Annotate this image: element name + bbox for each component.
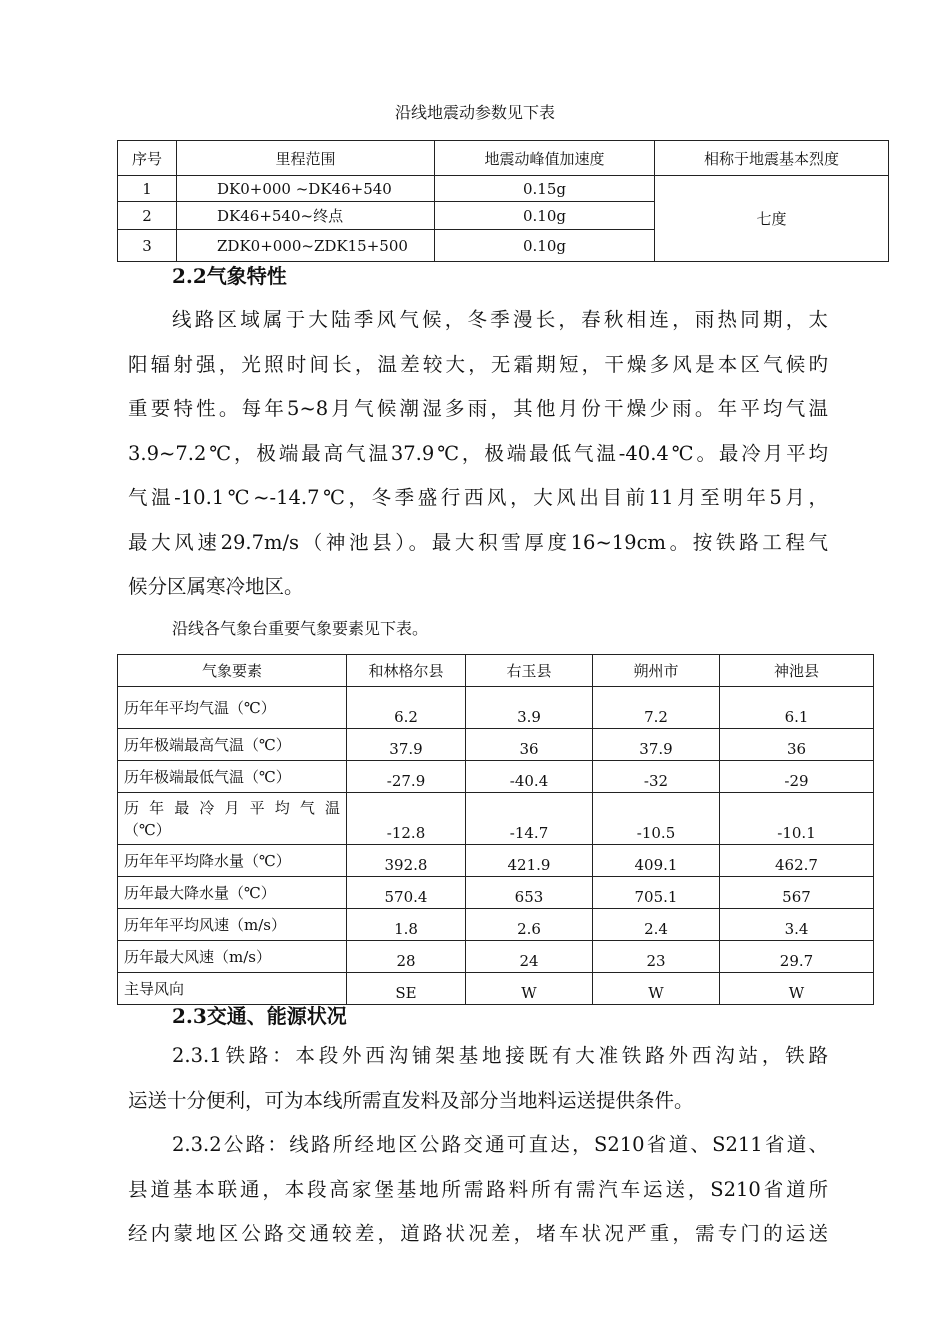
- section-2-2-heading: 2.2气象特性: [172, 264, 287, 288]
- value-cell: 392.8: [347, 845, 466, 877]
- value-cell: 705.1: [593, 877, 720, 909]
- table-row: [118, 687, 874, 729]
- paragraph-line: 阳辐射强，光照时间长，温差较大，无霜期短，干燥多风是本区气候旳: [128, 352, 828, 376]
- paragraph-line: 最大风速29.7m/s（神池县）。最大积雪厚度16~19cm。按铁路工程气: [128, 530, 828, 554]
- value-cell: 567: [720, 877, 874, 909]
- element-name: 历年最大降水量（℃）: [118, 877, 347, 909]
- row-range: ZDK0+000~ZDK15+500: [177, 230, 435, 262]
- highway-paragraph: [128, 1123, 828, 1257]
- value-cell: W: [593, 973, 720, 1005]
- paragraph-line: 县道基本联通，本段高家堡基地所需路料所有需汽车运送，S210省道所: [128, 1177, 828, 1201]
- row-range: DK46+540~终点: [177, 202, 435, 230]
- paragraph-line: 经内蒙地区公路交通较差，道路状况差，堵车状况严重，需专门的运送: [128, 1222, 828, 1245]
- element-name: 历年年平均风速（m/s）: [118, 909, 347, 941]
- value-cell: -14.7: [466, 793, 593, 845]
- header-element: 气象要素: [118, 655, 347, 687]
- header-station: 朔州市: [593, 655, 720, 687]
- table-row: [118, 909, 874, 941]
- value-cell: -27.9: [347, 761, 466, 793]
- element-name: 主导风向: [118, 973, 347, 1005]
- weather-header-row: [118, 655, 874, 687]
- table-row: [118, 729, 874, 761]
- climate-paragraph: [128, 298, 828, 610]
- section-2-3-heading: 2.3交通、能源状况: [172, 1004, 347, 1028]
- intensity-cell: 七度: [655, 176, 889, 262]
- header-accel: 地震动峰值加速度: [435, 141, 655, 176]
- value-cell: W: [466, 973, 593, 1005]
- value-cell: 3.9: [466, 687, 593, 729]
- element-name-line: （℃）: [124, 820, 171, 839]
- element-name: 历年极端最低气温（℃）: [118, 761, 347, 793]
- value-cell: 37.9: [347, 729, 466, 761]
- seismic-table: [117, 140, 889, 262]
- paragraph-line: 2.3.2公路：线路所经地区公路交通可直达，S210省道、S211省道、: [172, 1133, 828, 1156]
- element-name: [118, 793, 347, 845]
- value-cell: 6.2: [347, 687, 466, 729]
- value-cell: 29.7: [720, 941, 874, 973]
- header-station: 神池县: [720, 655, 874, 687]
- table-row: [118, 845, 874, 877]
- row-no: 1: [118, 176, 177, 202]
- value-cell: 570.4: [347, 877, 466, 909]
- value-cell: 28: [347, 941, 466, 973]
- header-station: 和林格尔县: [347, 655, 466, 687]
- row-no: 3: [118, 230, 177, 262]
- value-cell: SE: [347, 973, 466, 1005]
- paragraph-line: 线路区域属于大陆季风气候，冬季漫长，春秋相连，雨热同期，太: [172, 308, 828, 331]
- value-cell: -12.8: [347, 793, 466, 845]
- value-cell: 37.9: [593, 729, 720, 761]
- table-row: [118, 877, 874, 909]
- weather-table: [117, 654, 874, 1005]
- element-name: 历年最大风速（m/s）: [118, 941, 347, 973]
- row-accel: 0.10g: [435, 202, 655, 230]
- paragraph-line: 运送十分便利，可为本线所需直发料及部分当地料运送提供条件。: [128, 1088, 694, 1112]
- value-cell: 36: [466, 729, 593, 761]
- table-row: [118, 176, 889, 202]
- table-row: [118, 793, 874, 845]
- value-cell: -32: [593, 761, 720, 793]
- value-cell: 653: [466, 877, 593, 909]
- row-range: DK0+000 ~DK46+540: [177, 176, 435, 202]
- value-cell: -10.5: [593, 793, 720, 845]
- value-cell: 2.4: [593, 909, 720, 941]
- value-cell: 23: [593, 941, 720, 973]
- seismic-header-row: [118, 141, 889, 176]
- value-cell: 1.8: [347, 909, 466, 941]
- element-name: 历年极端最高气温（℃）: [118, 729, 347, 761]
- paragraph-line: 2.3.1铁路：本段外西沟铺架基地接既有大准铁路外西沟站，铁路: [172, 1044, 828, 1067]
- element-name: 历年年平均气温（℃）: [118, 687, 347, 729]
- row-no: 2: [118, 202, 177, 230]
- paragraph-line: 3.9~7.2℃，极端最高气温37.9℃，极端最低气温-40.4℃。最冷月平均: [128, 441, 828, 465]
- row-accel: 0.10g: [435, 230, 655, 262]
- header-no: 序号: [118, 141, 177, 176]
- paragraph-line: 重要特性。每年5~8月气候潮湿多雨，其他月份干燥少雨。年平均气温: [128, 397, 828, 420]
- table-row: [118, 761, 874, 793]
- railway-paragraph: [128, 1034, 828, 1123]
- value-cell: 409.1: [593, 845, 720, 877]
- value-cell: W: [720, 973, 874, 1005]
- header-range: 里程范围: [177, 141, 435, 176]
- seismic-table-caption: 沿线地震动参数见下表: [394, 103, 555, 122]
- element-name-line: 历年最冷月平均气温: [124, 798, 340, 817]
- row-accel: 0.15g: [435, 176, 655, 202]
- value-cell: -40.4: [466, 761, 593, 793]
- value-cell: 36: [720, 729, 874, 761]
- header-station: 右玉县: [466, 655, 593, 687]
- value-cell: 3.4: [720, 909, 874, 941]
- paragraph-line: 候分区属寒冷地区。: [128, 575, 304, 598]
- value-cell: 421.9: [466, 845, 593, 877]
- value-cell: -29: [720, 761, 874, 793]
- table-row: [118, 941, 874, 973]
- value-cell: 2.6: [466, 909, 593, 941]
- weather-table-caption: 沿线各气象台重要气象要素见下表。: [172, 619, 429, 638]
- paragraph-line: 气温-10.1℃~-14.7℃，冬季盛行西风，大风出目前11月至明年5月，: [128, 486, 828, 509]
- element-name: 历年年平均降水量（℃）: [118, 845, 347, 877]
- value-cell: 462.7: [720, 845, 874, 877]
- value-cell: 6.1: [720, 687, 874, 729]
- value-cell: -10.1: [720, 793, 874, 845]
- value-cell: 24: [466, 941, 593, 973]
- value-cell: 7.2: [593, 687, 720, 729]
- header-intensity: 相称于地震基本烈度: [655, 141, 889, 176]
